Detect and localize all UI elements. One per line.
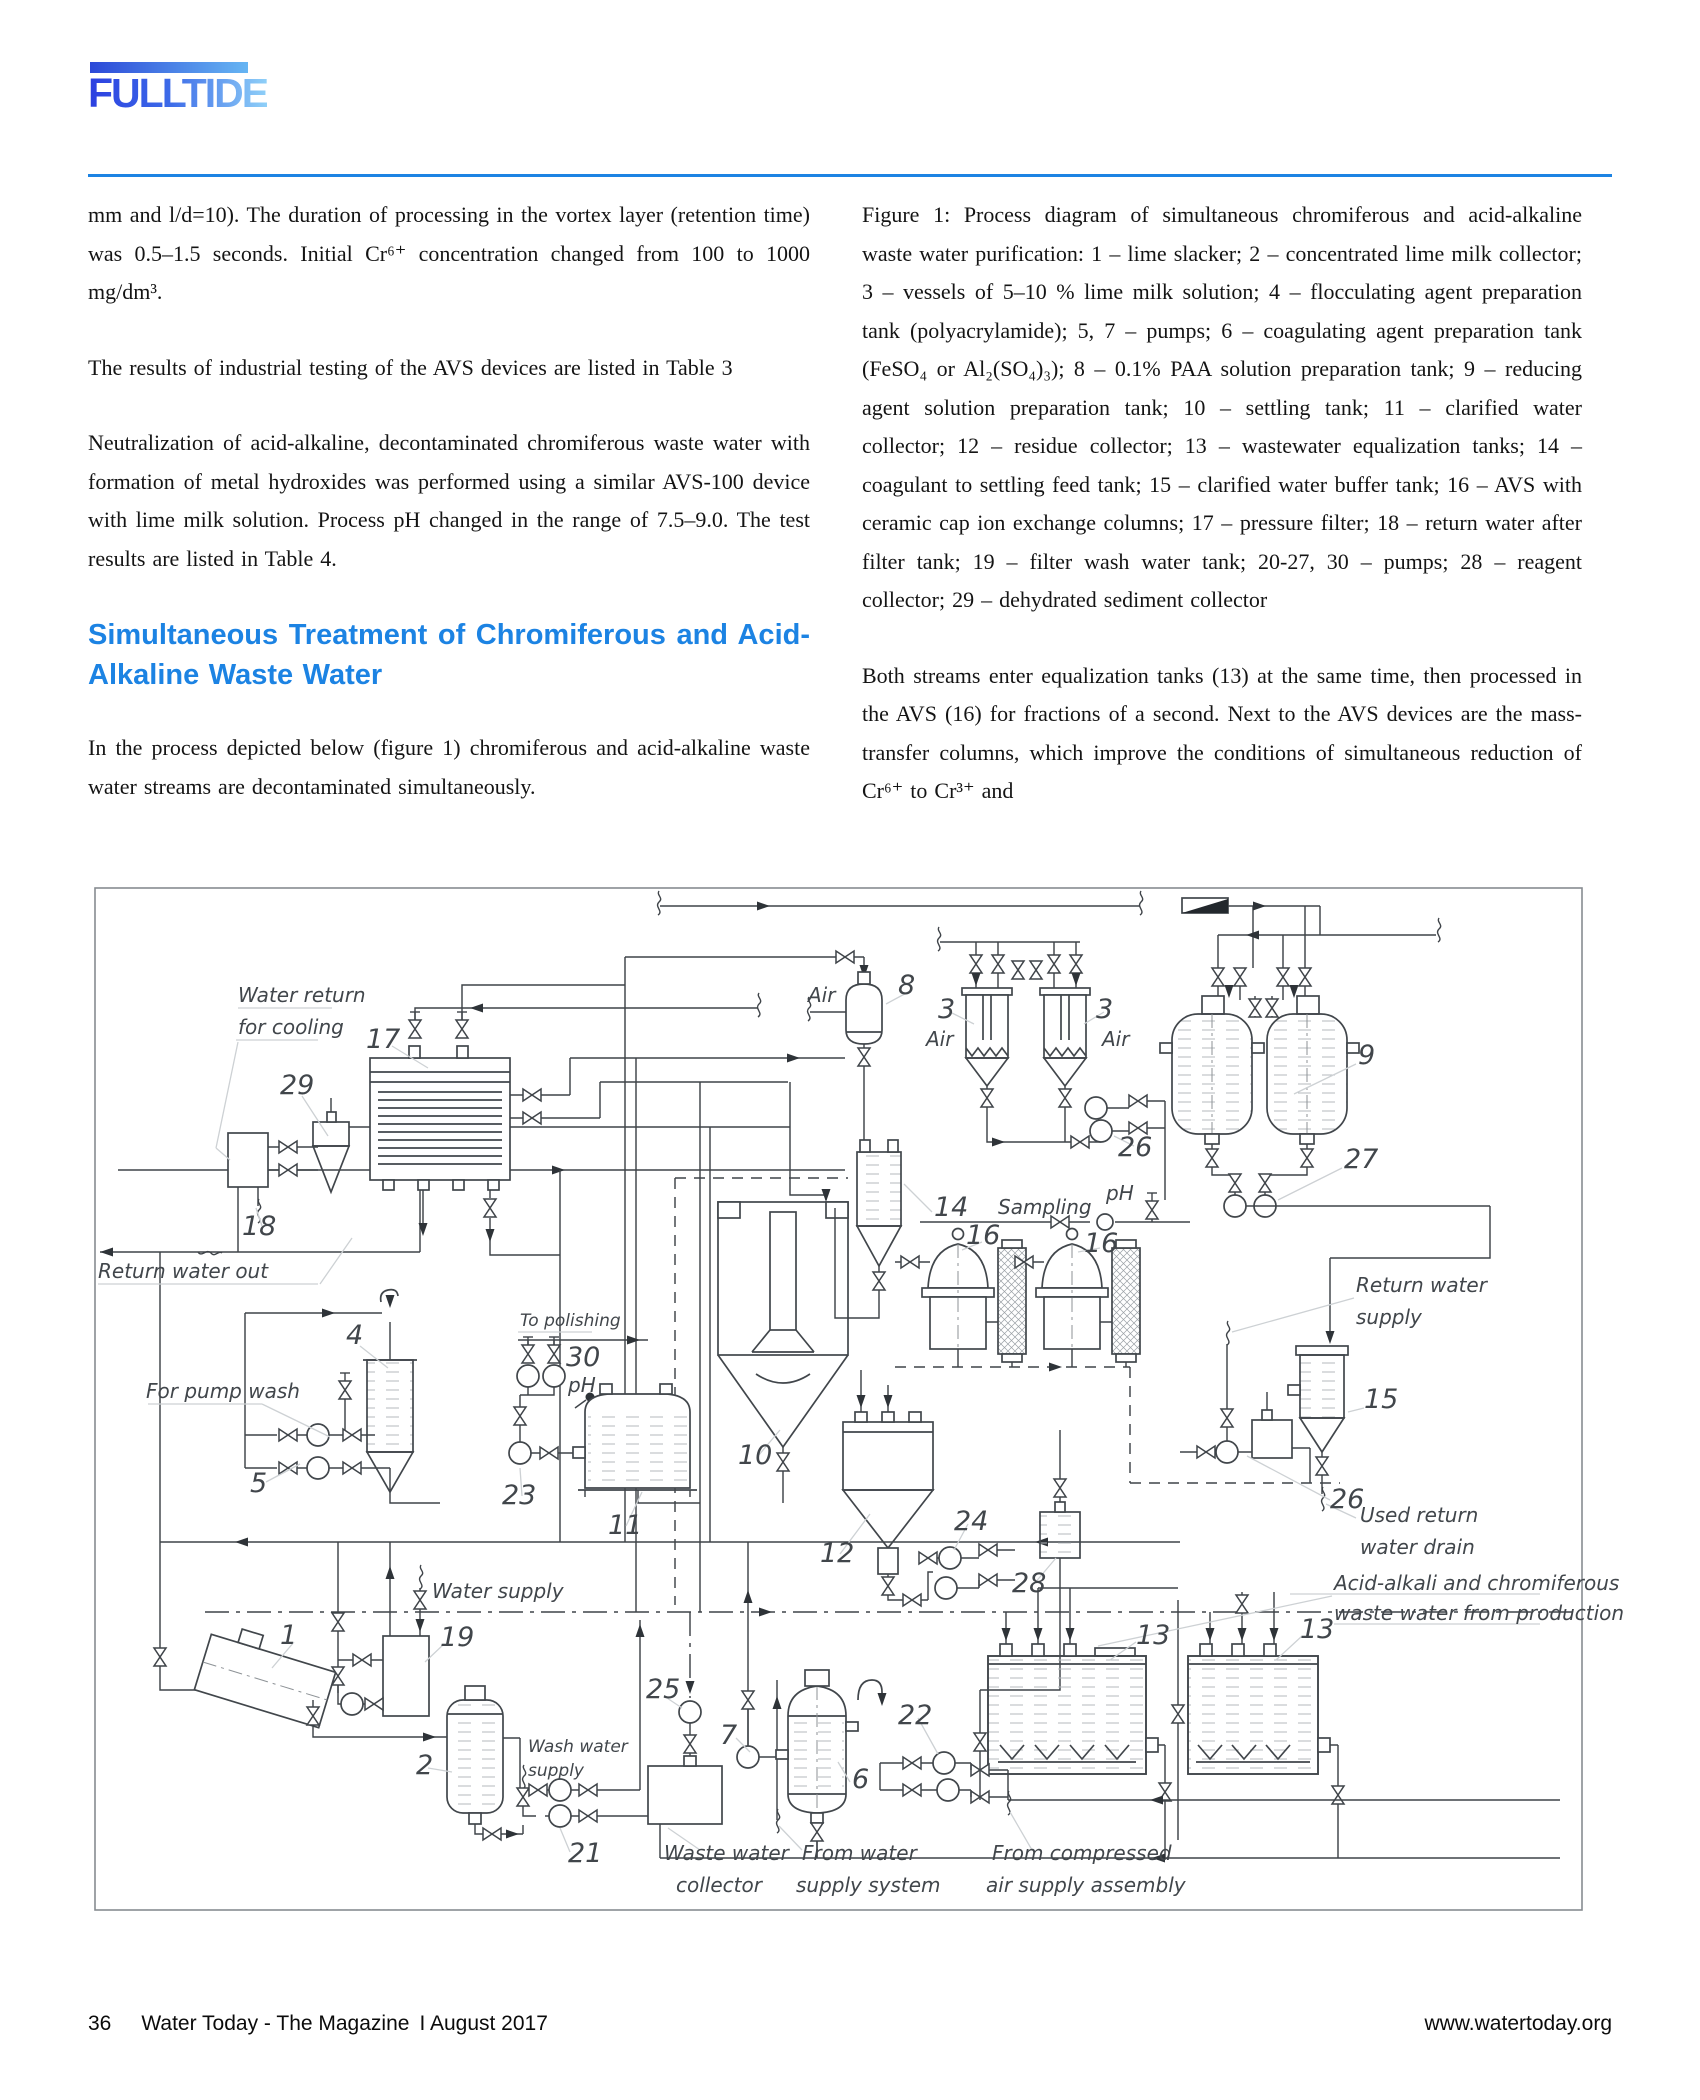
label-25: 25 bbox=[646, 1674, 681, 1705]
label-30: 30 bbox=[566, 1342, 601, 1373]
label-17: 17 bbox=[366, 1024, 401, 1055]
avs-device-16-a bbox=[895, 1229, 1026, 1368]
lime-vessels-3 bbox=[938, 927, 1101, 1148]
lime-milk-collector-2 bbox=[447, 1686, 529, 1840]
label-waste-water-collector-1: Waste water bbox=[664, 1841, 789, 1865]
label-18: 18 bbox=[242, 1211, 277, 1242]
pump-7 bbox=[737, 1691, 776, 1768]
label-used-return-1: Used return bbox=[1360, 1503, 1479, 1527]
label-7: 7 bbox=[720, 1720, 738, 1751]
paragraph: Both streams enter equalization tanks (13) at the same time, then processed in the AVS (16) for fractions of a second. Next to the AVS devices are the mass-transfer columns, which improve the conditions of simultaneous reduction of Cr⁶⁺ to Cr³⁺ and bbox=[862, 662, 1582, 803]
label-3a: 3 bbox=[938, 994, 956, 1025]
inline-filter-icon bbox=[1182, 898, 1228, 913]
label-used-return-2: water drain bbox=[1360, 1535, 1475, 1559]
sediment-hopper-29 bbox=[313, 1098, 349, 1192]
label-4: 4 bbox=[346, 1320, 364, 1351]
label-water-return-1: Water return bbox=[238, 983, 366, 1007]
label-9: 9 bbox=[1358, 1040, 1376, 1071]
label-acid-alkali-1: Acid-alkali and chromiferous bbox=[1334, 1571, 1620, 1595]
label-21: 21 bbox=[568, 1838, 603, 1869]
label-10: 10 bbox=[738, 1440, 773, 1471]
label-15: 15 bbox=[1364, 1384, 1399, 1415]
label-return-water-supply-2: supply bbox=[1356, 1305, 1422, 1329]
label-air-2: Air bbox=[926, 1027, 954, 1051]
label-28: 28 bbox=[1012, 1568, 1047, 1599]
magazine-title: Water Today - The Magazine bbox=[141, 2012, 410, 2035]
label-23: 23 bbox=[502, 1480, 537, 1511]
paragraph: The results of industrial testing of the AVS devices are listed in Table 3 bbox=[88, 354, 733, 380]
label-13a: 13 bbox=[1136, 1620, 1171, 1651]
page-number: 36 bbox=[88, 2012, 112, 2035]
label-26b: 26 bbox=[1330, 1484, 1365, 1515]
label-27: 27 bbox=[1344, 1144, 1379, 1175]
website-link[interactable]: www.watertoday.org bbox=[1424, 2012, 1612, 2035]
label-26a: 26 bbox=[1118, 1132, 1153, 1163]
label-air-1: Air bbox=[808, 983, 836, 1007]
label-acid-alkali-2: waste water from production bbox=[1334, 1601, 1625, 1625]
label-from-water-2: supply system bbox=[796, 1873, 941, 1897]
coagulant-tank-6 bbox=[776, 1670, 887, 1858]
label-16b: 16 bbox=[1084, 1228, 1119, 1259]
label-water-supply: Water supply bbox=[432, 1579, 564, 1603]
avs-device-16-b bbox=[1015, 1229, 1140, 1368]
label-sampling: Sampling bbox=[998, 1195, 1092, 1219]
label-6: 6 bbox=[852, 1764, 870, 1795]
logo-wordmark: FULLTIDE bbox=[88, 70, 268, 116]
label-from-water-1: From water bbox=[802, 1841, 917, 1865]
label-ph-1: pH bbox=[568, 1373, 596, 1397]
label-for-pump-wash: For pump wash bbox=[146, 1379, 300, 1403]
label-8: 8 bbox=[898, 970, 916, 1001]
label-from-air-1: From compressed bbox=[992, 1841, 1172, 1865]
figure-caption: Figure 1: Process diagram of simultaneous chromiferous and acid-alkaline waste water purification: 1 – lime slacker; 2 – concentrated lime milk collector; 3 – vessels of 5–10 % lime milk solution; 4 – flocculating agent preparation tank (polyacrylamide); 5, 7 – pumps; 6 – coagulating agent preparation tank (FeSO₄ or Al₂(SO₄)₃); 8 – 0.1% PAA solution preparation tank; 9 – reducing agent solution preparation tank; 10 – settling tank; 11 – clarified water collector; 12 – residue collector; 13 – wastewater equalization tanks; 14 – coagulant to settling feed tank; 15 – clarified water buffer tank; 16 – AVS with ceramic cap ion exchange columns; 17 – pressure filter; 18 – return water after filter tank; 19 – filter wash water tank; 20-27, 30 – pumps; 28 – reagent collector; 29 – dehydrated sediment collector bbox=[862, 202, 1582, 612]
label-1: 1 bbox=[280, 1620, 298, 1651]
label-16a: 16 bbox=[966, 1220, 1001, 1251]
label-11: 11 bbox=[608, 1510, 643, 1541]
label-24: 24 bbox=[954, 1506, 989, 1537]
label-5: 5 bbox=[250, 1468, 268, 1499]
label-wash-water-1: Wash water bbox=[528, 1737, 628, 1757]
label-12: 12 bbox=[820, 1538, 855, 1569]
page-footer bbox=[88, 2012, 1612, 2036]
label-air-3: Air bbox=[1102, 1027, 1130, 1051]
label-13b: 13 bbox=[1300, 1614, 1335, 1645]
label-19: 19 bbox=[440, 1622, 475, 1653]
reducing-agent-tanks-9 bbox=[1160, 968, 1359, 1175]
label-waste-water-collector-2: collector bbox=[676, 1873, 762, 1897]
return-pump-cluster bbox=[1180, 1321, 1310, 1483]
label-wash-water-2: supply bbox=[528, 1761, 584, 1781]
label-2: 2 bbox=[416, 1750, 434, 1781]
paragraph: mm and l/d=10). The duration of processing in the vortex layer (retention time) was 0.5–1.5 seconds. Initial Cr⁶⁺ concentration changed from 100 to 1000 mg/dm³. bbox=[88, 202, 810, 304]
pump-23 bbox=[509, 1407, 573, 1464]
label-29: 29 bbox=[280, 1070, 315, 1101]
label-22: 22 bbox=[898, 1700, 933, 1731]
label-3b: 3 bbox=[1096, 994, 1114, 1025]
section-heading: Simultaneous Treatment of Chromiferous and Acid-Alkaline Waste Water bbox=[88, 619, 810, 691]
paragraph: Neutralization of acid-alkaline, decontaminated chromiferous waste water with formation of metal hydroxides was performed using a similar AVS-100 device with lime milk solution. Process pH changed in the range of 7.5–9.0. The test results are listed in Table 4. bbox=[88, 430, 810, 571]
label-water-return-2: for cooling bbox=[238, 1015, 344, 1039]
label-return-water-supply-1: Return water bbox=[1356, 1273, 1487, 1297]
waste-water-collector bbox=[648, 1756, 722, 1824]
label-ph-2: pH bbox=[1106, 1181, 1134, 1205]
paragraph: In the process depicted below (figure 1) chromiferous and acid-alkaline waste water streams are decontaminated simultaneously. bbox=[88, 735, 810, 799]
label-to-polishing: To polishing bbox=[520, 1311, 621, 1331]
clarified-water-tank-11 bbox=[573, 1384, 700, 1503]
issue-date: I August 2017 bbox=[419, 2012, 548, 2035]
label-14: 14 bbox=[934, 1192, 969, 1223]
filter-wash-tank-19 bbox=[332, 1565, 429, 1716]
residue-collector-12 bbox=[843, 1370, 933, 1606]
label-from-air-2: air supply assembly bbox=[986, 1873, 1186, 1897]
pumps-24 bbox=[919, 1544, 1015, 1599]
label-return-water-out: Return water out bbox=[98, 1259, 269, 1283]
